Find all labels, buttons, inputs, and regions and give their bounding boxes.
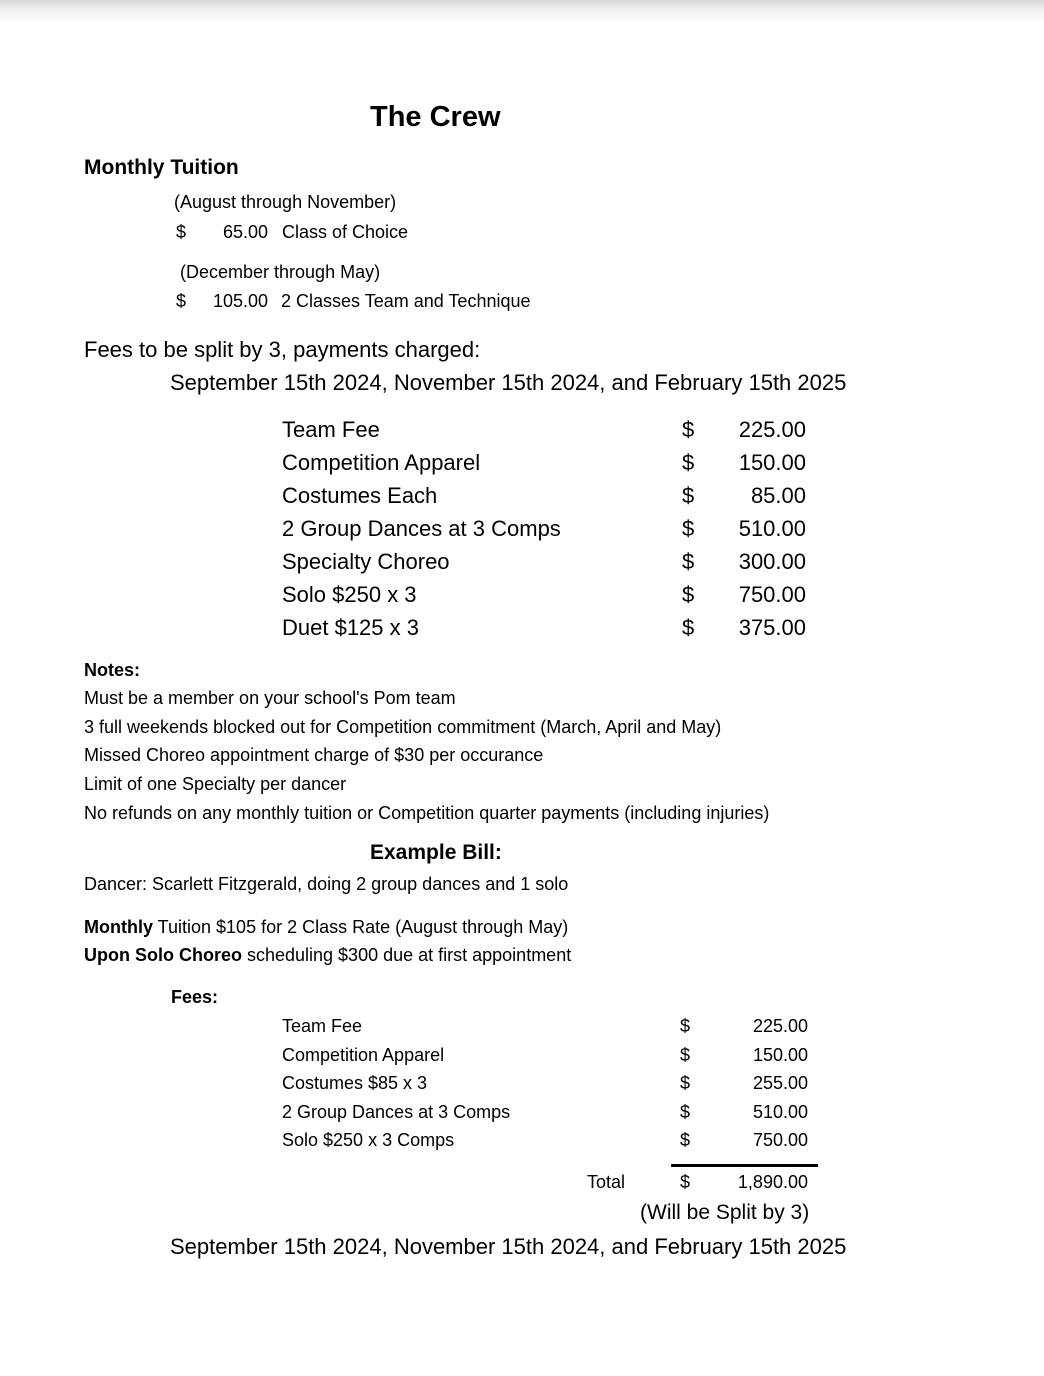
fee-amount: 150.00 xyxy=(738,450,806,475)
example-fee-currency: $ xyxy=(680,1016,691,1036)
tuition-period-range: (December through May) xyxy=(180,262,381,282)
fee-item-label: Solo $250 x 3 xyxy=(282,582,417,607)
fee-currency: $ xyxy=(682,582,695,607)
example-fee-item: Solo $250 x 3 Comps xyxy=(282,1130,455,1150)
fee-amount: 85.00 xyxy=(750,483,806,508)
example-bill-heading: Example Bill: xyxy=(370,841,502,864)
example-fee-amount: 150.00 xyxy=(752,1045,808,1065)
example-payment-dates: September 15th 2024, November 15th 2024, and February 15th 2025 xyxy=(170,1234,847,1259)
page-title: The Crew xyxy=(370,101,501,133)
example-fees-heading: Fees: xyxy=(171,987,219,1007)
total-amount: 1,890.00 xyxy=(737,1172,808,1192)
fee-currency: $ xyxy=(682,516,695,541)
tuition-amount: 105.00 xyxy=(212,291,268,311)
example-fee-currency: $ xyxy=(680,1073,691,1093)
example-fee-amount: 750.00 xyxy=(752,1130,808,1150)
fee-amount: 510.00 xyxy=(738,516,806,541)
fee-item-label: Costumes Each xyxy=(282,483,438,508)
fee-currency: $ xyxy=(682,417,695,442)
note-line: 3 full weekends blocked out for Competition commitment (March, April and May) xyxy=(84,717,722,737)
total-label: Total xyxy=(587,1172,626,1192)
fee-currency: $ xyxy=(682,450,695,475)
fees-split-intro: Fees to be split by 3, payments charged: xyxy=(84,337,481,362)
example-dancer: Dancer: Scarlett Fitzgerald, doing 2 group dances and 1 solo xyxy=(84,874,569,894)
solo-rest-text: scheduling $300 due at first appointment xyxy=(241,945,572,965)
example-fee-currency: $ xyxy=(680,1102,691,1122)
fee-amount: 225.00 xyxy=(738,417,806,442)
tuition-amount: 65.00 xyxy=(222,222,268,242)
solo-bold-label: Upon Solo Choreo xyxy=(84,945,242,965)
note-line: Limit of one Specialty per dancer xyxy=(84,774,347,794)
fee-currency: $ xyxy=(682,483,695,508)
fee-item-label: Team Fee xyxy=(282,417,380,442)
tuition-currency: $ xyxy=(176,291,187,311)
example-fee-amount: 255.00 xyxy=(752,1073,808,1093)
tuition-description: 2 Classes Team and Technique xyxy=(281,291,531,311)
example-fee-amount: 225.00 xyxy=(752,1016,808,1036)
fee-item-label: Duet $125 x 3 xyxy=(282,615,419,640)
split-note: (Will be Split by 3) xyxy=(640,1201,810,1224)
notes-heading: Notes: xyxy=(84,660,141,680)
example-fee-amount: 510.00 xyxy=(752,1102,808,1122)
example-fee-currency: $ xyxy=(680,1130,691,1150)
monthly-tuition-heading: Monthly Tuition xyxy=(84,156,239,179)
total-currency: $ xyxy=(680,1172,691,1192)
example-fee-currency: $ xyxy=(680,1045,691,1065)
fee-amount: 300.00 xyxy=(738,549,806,574)
payment-dates: September 15th 2024, November 15th 2024, and February 15th 2025 xyxy=(170,370,847,395)
tuition-currency: $ xyxy=(176,222,187,242)
fee-item-label: Specialty Choreo xyxy=(282,549,450,574)
example-fee-item: Costumes $85 x 3 xyxy=(282,1073,428,1093)
fee-amount: 375.00 xyxy=(738,615,806,640)
example-fee-item: Team Fee xyxy=(282,1016,363,1036)
monthly-rest-text: Tuition $105 for 2 Class Rate (August through May) xyxy=(153,917,569,937)
total-underline xyxy=(671,1164,818,1167)
fee-currency: $ xyxy=(682,549,695,574)
window-top-shadow xyxy=(0,0,1044,22)
fee-item-label: Competition Apparel xyxy=(282,450,481,475)
note-line: No refunds on any monthly tuition or Competition quarter payments (including injuries) xyxy=(84,803,770,823)
example-monthly-line xyxy=(84,917,568,938)
fee-currency: $ xyxy=(682,615,695,640)
fee-item-label: 2 Group Dances at 3 Comps xyxy=(282,516,561,541)
tuition-description: Class of Choice xyxy=(282,222,409,242)
example-fee-item: Competition Apparel xyxy=(282,1045,445,1065)
example-fee-item: 2 Group Dances at 3 Comps xyxy=(282,1102,511,1122)
note-line: Missed Choreo appointment charge of $30 per occurance xyxy=(84,745,544,765)
example-solo-line xyxy=(84,945,571,966)
fee-amount: 750.00 xyxy=(738,582,806,607)
note-line: Must be a member on your school's Pom team xyxy=(84,688,456,708)
tuition-period-range: (August through November) xyxy=(174,192,397,212)
monthly-bold-label: Monthly xyxy=(84,917,153,937)
